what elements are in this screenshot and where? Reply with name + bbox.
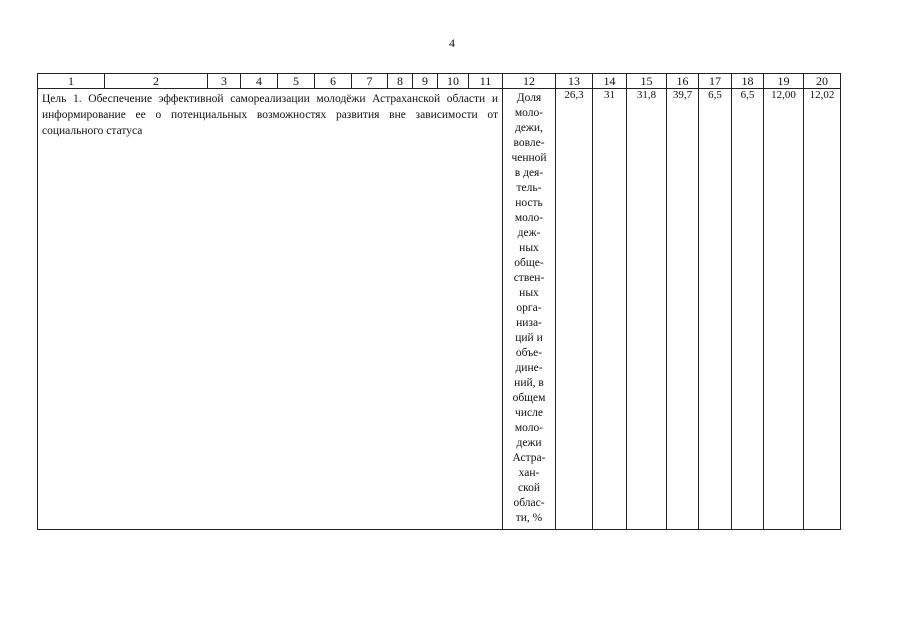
indicator-line: дежи [516, 437, 542, 449]
header-cell-9: 9 [413, 74, 438, 89]
indicator-line: моло- [514, 422, 544, 434]
header-cell-1: 1 [38, 74, 105, 89]
indicator-line: Астра- [512, 452, 546, 464]
header-cell-11: 11 [469, 74, 503, 89]
goal-row [38, 89, 841, 530]
indicator-line: моло- [514, 212, 544, 224]
indicator-line: ченной [511, 152, 547, 164]
goal-cell [38, 89, 503, 530]
value-cell-13: 26,3 [556, 89, 593, 530]
header-cell-7: 7 [352, 74, 388, 89]
header-cell-18: 18 [732, 74, 764, 89]
header-cell-2: 2 [105, 74, 208, 89]
header-cell-20: 20 [804, 74, 841, 89]
header-row [38, 74, 841, 89]
header-cell-19: 19 [764, 74, 804, 89]
header-cell-13: 13 [556, 74, 593, 89]
page-number: 4 [449, 36, 455, 50]
indicator-line: облас- [513, 497, 545, 509]
header-cell-3: 3 [208, 74, 241, 89]
goal-text: Цель 1. Обеспечение эффективной самореализации молодёжи Астраханской области и информирование ее о потенциальных возможностях развития вне зависимости от социального статуса [42, 93, 498, 137]
indicator-line: ствен- [513, 272, 545, 284]
value-cell-15: 31,8 [627, 89, 667, 530]
indicator-line: в дея- [514, 167, 544, 179]
header-cell-8: 8 [388, 74, 413, 89]
indicator-text [503, 89, 555, 526]
indicator-line: ний, в [514, 377, 544, 389]
indicator-line: ций и [515, 332, 543, 344]
indicator-line: ской [517, 482, 540, 494]
indicator-line: ных [519, 287, 539, 299]
indicator-line: ность [515, 197, 543, 209]
indicator-line: моло- [514, 107, 544, 119]
indicator-line: хан- [518, 467, 540, 479]
value-cell-16: 39,7 [667, 89, 699, 530]
value-cell-20: 12,02 [804, 89, 841, 530]
indicator-line: тель- [516, 182, 542, 194]
value-cell-18: 6,5 [732, 89, 764, 530]
indicator-line: вовле- [513, 137, 545, 149]
indicators-table [37, 73, 841, 530]
indicator-line: числе [515, 407, 543, 419]
value-cell-14: 31 [593, 89, 627, 530]
indicator-line: ти, % [515, 512, 543, 524]
indicator-line: дежи, [515, 122, 543, 134]
indicator-line: общем [512, 392, 546, 404]
header-cell-15: 15 [627, 74, 667, 89]
indicator-line: орга- [516, 302, 542, 314]
header-cell-12: 12 [503, 74, 556, 89]
header-cell-16: 16 [667, 74, 699, 89]
indicator-cell [503, 89, 556, 530]
header-cell-5: 5 [278, 74, 315, 89]
header-cell-17: 17 [699, 74, 732, 89]
indicator-line: дине- [515, 362, 543, 374]
indicator-line: ных [519, 242, 539, 254]
value-cell-19: 12,00 [764, 89, 804, 530]
header-cell-4: 4 [241, 74, 278, 89]
indicator-line: объе- [515, 347, 543, 359]
header-cell-6: 6 [315, 74, 352, 89]
indicator-line: обще- [514, 257, 544, 269]
header-cell-14: 14 [593, 74, 627, 89]
value-cell-17: 6,5 [699, 89, 732, 530]
indicator-line: Доля [516, 92, 542, 104]
indicator-line: низа- [516, 317, 542, 329]
header-cell-10: 10 [438, 74, 469, 89]
indicator-line: деж- [517, 227, 541, 239]
